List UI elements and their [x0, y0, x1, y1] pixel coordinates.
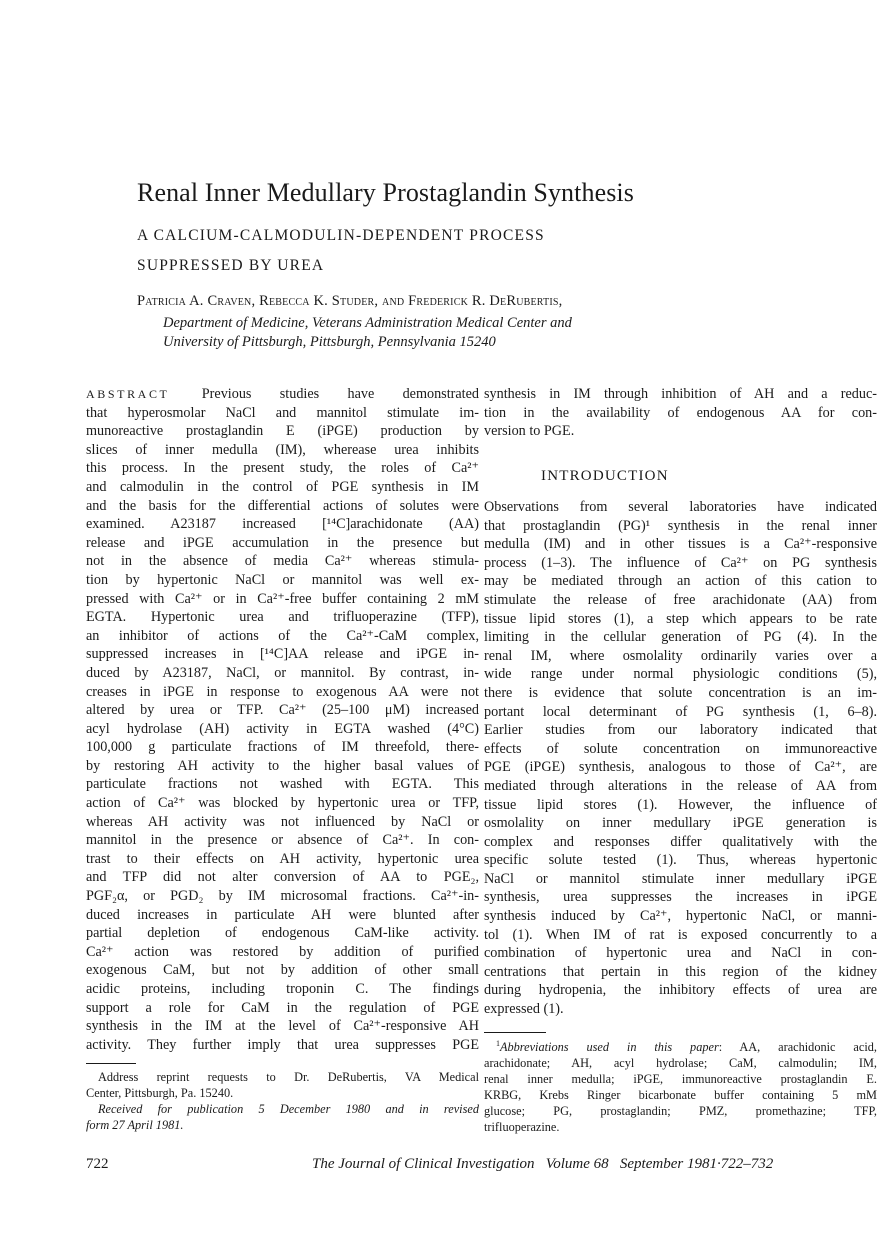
- introduction-line: there is evidence that solute concentration is an im-: [484, 684, 877, 701]
- introduction-line: PGE (iPGE) synthesis, analogous to those of Ca²⁺, are: [484, 759, 877, 776]
- introduction-line: effects of solute concentration on immunoreactive: [484, 740, 877, 757]
- abstract-line: altered by urea or TFP. Ca²⁺ (25–100 μM) increased: [86, 702, 479, 719]
- introduction-line: combination of hypertonic urea and NaCl in con-: [484, 945, 877, 962]
- abstract-line: exogenous CaM, but not by addition of other small: [86, 962, 479, 979]
- introduction-line: during hydropenia, the inhibitory effects of urea are: [484, 982, 877, 999]
- introduction-line: renal IM, where osmolality ordinarily varies over a: [484, 647, 877, 664]
- abstract-line: PGF₂α, or PGD₂ by IM microsomal fractions. Ca²⁺-in-: [86, 888, 479, 905]
- introduction-line: tissue lipid stores (1), a step which appears to be rate: [484, 610, 877, 627]
- abstract-line: particulate fractions not washed with EGTA. This: [86, 776, 479, 793]
- abstract-line: activity. They further imply that urea suppresses PGE: [86, 1036, 479, 1053]
- abstract-line: EGTA. Hypertonic urea and trifluoperazine (TFP),: [86, 609, 479, 626]
- affiliation-line-1: Department of Medicine, Veterans Administration Medical Center and: [163, 315, 572, 331]
- introduction-line: synthesis, urea suppresses the increases in iPGE: [484, 889, 877, 906]
- abstract-line: support a role for CaM in the regulation of PGE: [86, 999, 479, 1016]
- abstract-line: synthesis in IM through inhibition of AH and a reduc-: [484, 386, 877, 402]
- footnotes-left: [86, 1069, 479, 1133]
- introduction-line: Observations from several laboratories have indicated: [484, 499, 877, 515]
- introduction-line: centrations that pertain in this region of the kidney: [484, 963, 877, 980]
- abstract-line: an inhibitor of actions of the Ca²⁺-CaM complex,: [86, 627, 479, 644]
- abstract-body: [86, 385, 479, 1054]
- introduction-line: tissue lipid stores (1). However, the influence of: [484, 796, 877, 813]
- abstract-line: that hyperosmolar NaCl and mannitol stimulate im-: [86, 404, 479, 421]
- affiliation-line-2: University of Pittsburgh, Pittsburgh, Pennsylvania 15240: [163, 334, 496, 350]
- introduction-heading: INTRODUCTION: [541, 468, 669, 484]
- introduction-line: portant local determinant of PG synthesis (1, 6–8).: [484, 703, 877, 720]
- abstract-line: action of Ca²⁺ was blocked by hypertonic urea or TFP,: [86, 795, 479, 812]
- abstract-line: suppressed increases in [¹⁴C]AA release and iPGE in-: [86, 646, 479, 663]
- authors: Patricia A. Craven, Rebecca K. Studer, and Frederick R. DeRubertis,: [137, 293, 563, 309]
- abstract-line: mannitol in the presence or absence of Ca²⁺. In con-: [86, 832, 479, 849]
- introduction-line: tol (1). When IM of rat is exposed concurrently to a: [484, 926, 877, 943]
- introduction-body: [484, 498, 877, 1019]
- introduction-line: limiting in the cellular generation of PG (4). In the: [484, 629, 877, 646]
- abstract-line: Ca²⁺ action was restored by addition of purified: [86, 943, 479, 960]
- abstract-line: duced by A23187, NaCl, or mannitol. By contrast, in-: [86, 664, 479, 681]
- abstract-line: whereas AH activity was not influenced by NaCl or: [86, 813, 479, 830]
- abstract-line: 100,000 g particulate fractions of IM threefold, there-: [86, 739, 479, 756]
- abstract-line: munoreactive prostaglandin E (iPGE) production by: [86, 423, 479, 440]
- introduction-line: synthesis induced by Ca²⁺, hypertonic NaCl, or manni-: [484, 908, 877, 925]
- abstract-line: pressed with Ca²⁺ or in Ca²⁺-free buffer containing 2 mM: [86, 590, 479, 607]
- abstract-line: slices of inner medulla (IM), wherease urea inhibits: [86, 441, 479, 458]
- introduction-line: process (1–3). The influence of Ca²⁺ on PG synthesis: [484, 554, 877, 571]
- article-subtitle-line-1: A CALCIUM-CALMODULIN-DEPENDENT PROCESS: [137, 227, 545, 244]
- article-title: Renal Inner Medullary Prostaglandin Synthesis: [137, 178, 634, 207]
- reprint-note-line-1: Address reprint requests to Dr. DeRubertis, VA Medical: [98, 1070, 479, 1084]
- abstract-line: release and iPGE accumulation in the presence but: [86, 534, 479, 551]
- abstract-heading: ABSTRACT: [86, 387, 170, 401]
- introduction-line: complex and responses differ qualitatively with the: [484, 833, 877, 850]
- abstract-continuation: [484, 385, 877, 441]
- abbreviations-line: $^1$Abbreviations used in this paper: AA, arachidonic acid,: [496, 1038, 877, 1054]
- abstract-line: duced increases in particulate AH were blunted after: [86, 906, 479, 923]
- abbreviations-line: glucose; PG, prostaglandin; PMZ, promethazine; TFP,: [484, 1104, 877, 1118]
- abstract-line: tion in the availability of endogenous AA for con-: [484, 404, 877, 421]
- abstract-line: trast to their effects on AH activity, hypertonic urea: [86, 850, 479, 867]
- received-note-line-2: form 27 April 1981.: [86, 1118, 184, 1132]
- abstract-line: acidic proteins, including troponin C. The findings: [86, 981, 479, 997]
- introduction-line: Earlier studies from our laboratory indicated that: [484, 722, 877, 739]
- article-subtitle-line-2: SUPPRESSED BY UREA: [137, 257, 325, 274]
- introduction-line: that prostaglandin (PG)¹ synthesis in the renal inner: [484, 517, 877, 534]
- abstract-line: and calmodulin in the control of PGE synthesis in IM: [86, 478, 479, 495]
- footnote-rule-right: [484, 1032, 546, 1033]
- introduction-line: expressed (1).: [484, 1001, 564, 1018]
- introduction-line: NaCl or mannitol stimulate inner medullary iPGE: [484, 870, 877, 887]
- abstract-line: and TFP did not alter conversion of AA to PGE₂,: [86, 869, 479, 886]
- abstract-line: examined. A23187 increased [¹⁴C]arachidonate (AA): [86, 516, 479, 533]
- journal-citation: The Journal of Clinical Investigation Volume 68 September 1981·722–732: [312, 1156, 774, 1172]
- introduction-line: wide range under normal physiologic conditions (5),: [484, 666, 877, 683]
- footnote-marker: 1: [496, 1038, 500, 1048]
- abbreviations-line: KRBG, Krebs Ringer bicarbonate buffer containing 5 mM: [484, 1088, 877, 1102]
- abbreviations-line: renal inner medulla; iPGE, immunoreactive prostaglandin E.: [484, 1072, 877, 1086]
- introduction-line: osmolality on inner medullary iPGE generation is: [484, 815, 877, 832]
- abstract-line: by restoring AH activity to the higher basal values of: [86, 757, 479, 774]
- abstract-line: and the basis for the differential actions of solutes were: [86, 497, 479, 514]
- abstract-line: creases in iPGE in response to exogenous AA were not: [86, 683, 479, 700]
- abstract-line: ABSTRACT Previous studies have demonstrated: [86, 386, 479, 402]
- introduction-line: medulla (IM) and in other tissues is a Ca²⁺-responsive: [484, 536, 877, 553]
- abstract-line: partial depletion of endogenous CaM-like activity.: [86, 925, 479, 942]
- introduction-line: stimulate the release of free arachidonate (AA) from: [484, 591, 877, 608]
- abstract-line: version to PGE.: [484, 423, 575, 440]
- footnote-rule-left: [86, 1063, 136, 1064]
- abstract-line: acyl hydrolase (AH) activity in EGTA washed (4°C): [86, 720, 479, 737]
- received-note-line-1: Received for publication 5 December 1980 and in revised: [98, 1102, 479, 1116]
- reprint-note-line-2: Center, Pittsburgh, Pa. 15240.: [86, 1086, 234, 1100]
- abbreviations-label: Abbreviations used in this paper: [500, 1040, 719, 1054]
- introduction-line: specific solute tested (1). Thus, whereas hypertonic: [484, 852, 877, 869]
- introduction-line: may be mediated through an action of this cation to: [484, 573, 877, 590]
- abstract-line: tion by hypertonic NaCl or mannitol was well ex-: [86, 571, 479, 588]
- abstract-line: not in the absence of media Ca²⁺ whereas stimula-: [86, 553, 479, 570]
- introduction-line: mediated through alterations in the release of AA from: [484, 777, 877, 794]
- abbreviations-footnote: [484, 1039, 877, 1135]
- abstract-line: synthesis in the IM at the level of Ca²⁺-responsive AH: [86, 1018, 479, 1035]
- abbreviations-line: trifluoperazine.: [484, 1120, 560, 1134]
- abbreviations-line: arachidonate; AH, acyl hydrolase; CaM, calmodulin; IM,: [484, 1056, 877, 1070]
- abstract-line: this process. In the present study, the roles of Ca²⁺: [86, 460, 479, 477]
- page-number: 722: [86, 1156, 109, 1172]
